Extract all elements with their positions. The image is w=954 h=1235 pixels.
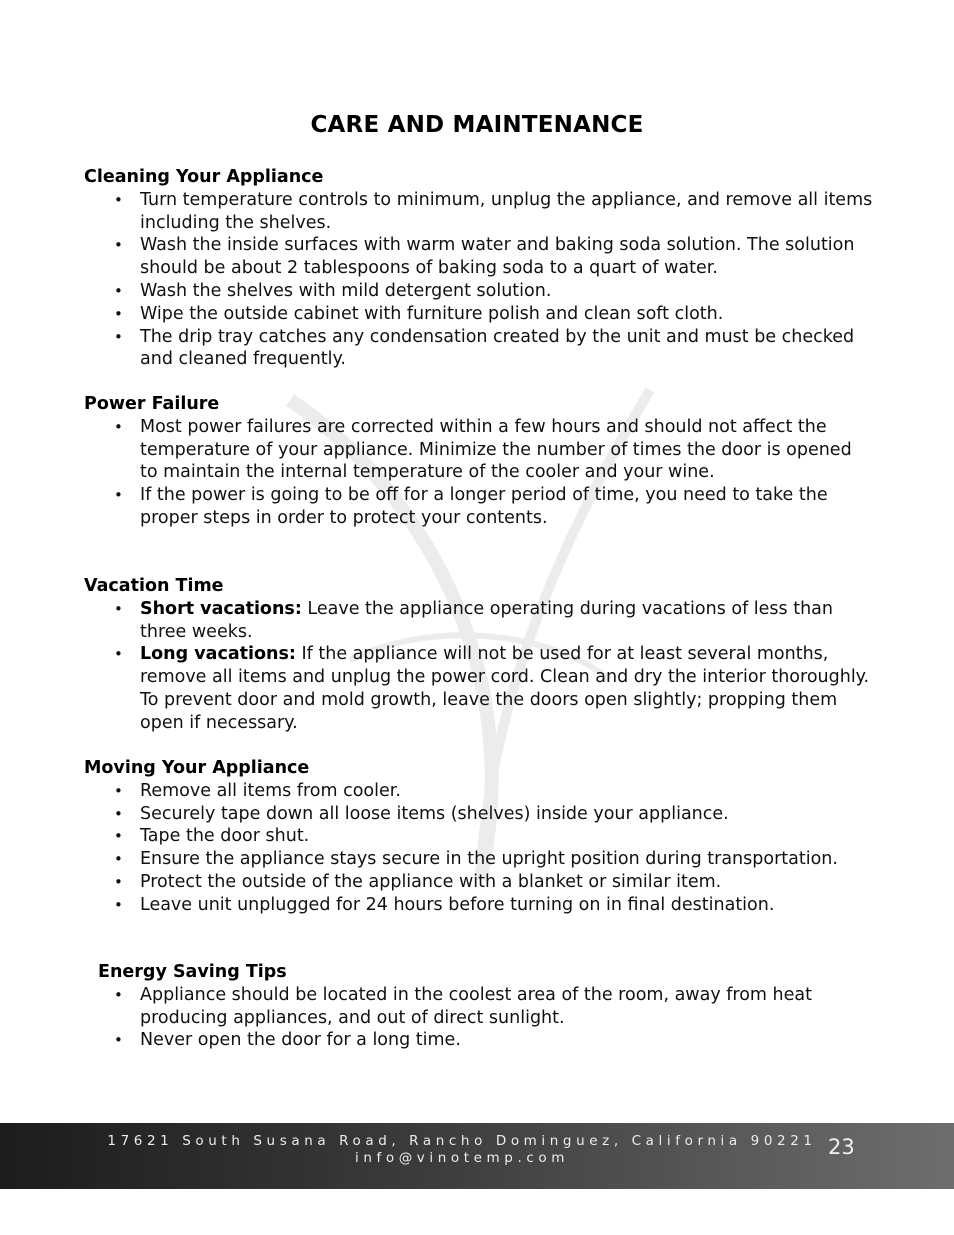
section-moving-your-appliance <box>84 757 874 917</box>
bullet-item <box>84 1029 874 1052</box>
section-heading: Energy Saving Tips <box>98 962 287 982</box>
section-vacation-time <box>84 575 874 735</box>
bullet-text: If the power is going to be off for a longer period of time, you need to take the proper steps in order to protect your contents. <box>140 485 828 528</box>
bullet-text: Wash the shelves with mild detergent solution. <box>140 280 552 301</box>
footer-bar <box>0 1123 954 1189</box>
section-heading: Moving Your Appliance <box>84 758 310 778</box>
bullet-dot-icon: • <box>114 281 123 300</box>
bullet-text: Securely tape down all loose items (shelves) inside your appliance. <box>140 803 729 824</box>
bullet-text: Wash the inside surfaces with warm water and baking soda solution. The solution should be about 2 tablespoons of baking soda to a quart of water. <box>140 235 855 279</box>
bullet-dot-icon: • <box>114 850 123 869</box>
bullet-item <box>84 871 874 894</box>
bullet-list <box>84 598 874 735</box>
bullet-item <box>84 234 874 280</box>
bullet-list <box>84 780 874 917</box>
bullet-text: Ensure the appliance stays secure in the upright position during transportation. <box>140 849 838 870</box>
section-energy-saving-tips <box>84 961 874 1052</box>
bullet-dot-icon: • <box>114 486 123 505</box>
bullet-item <box>84 484 874 530</box>
bullet-item <box>84 416 874 484</box>
footer-email: info@vinotemp.com <box>354 1150 570 1166</box>
bullet-text: Remove all items from cooler. <box>140 780 401 801</box>
section-power-failure <box>84 393 874 530</box>
bullet-text: Most power failures are corrected within a few hours and should not affect the temperature of your appliance. Minimize the number of times the door is opened to maintain the internal temperature of the cooler and your wine. <box>140 416 852 483</box>
bullet-dot-icon: • <box>114 304 123 323</box>
bullet-text: If the appliance will not be used for at least several months, remove all items and unplug the power cord. Clean and dry the interior thoroughly. To prevent door and mold growth, leave the doors open slightly; propping them open if necessary. <box>140 644 870 733</box>
bullet-text: Turn temperature controls to minimum, unplug the appliance, and remove all items including the shelves. <box>140 189 873 233</box>
bullet-item <box>84 780 874 803</box>
footer-address: 17621 South Susana Road, Rancho Dominguez, California 90221 <box>107 1133 817 1149</box>
bullet-list <box>84 416 874 530</box>
bullet-dot-icon: • <box>114 781 123 800</box>
bullet-dot-icon: • <box>114 645 123 664</box>
bullet-dot-icon: • <box>114 236 123 255</box>
section-heading: Vacation Time <box>84 576 224 596</box>
bullet-list <box>84 189 874 371</box>
section-heading: Cleaning Your Appliance <box>84 167 324 187</box>
bullet-dot-icon: • <box>114 190 123 209</box>
bullet-dot-icon: • <box>114 417 123 436</box>
bullet-dot-icon: • <box>114 804 123 823</box>
bullet-item <box>84 894 874 917</box>
bullet-dot-icon: • <box>114 872 123 891</box>
bullet-dot-icon: • <box>114 827 123 846</box>
bullet-text: Wipe the outside cabinet with furniture polish and clean soft cloth. <box>140 303 724 324</box>
bullet-item <box>84 803 874 826</box>
bullet-dot-icon: • <box>114 985 123 1004</box>
page-number: 23 <box>828 1135 855 1159</box>
bullet-item <box>84 280 874 303</box>
bullet-dot-icon: • <box>114 1031 123 1050</box>
bullet-dot-icon: • <box>114 327 123 346</box>
bullet-item <box>84 189 874 235</box>
bullet-text: Leave the appliance operating during vacations of less than three weeks. <box>140 598 833 642</box>
page-title: CARE AND MAINTENANCE <box>310 112 644 138</box>
bullet-lead: Long vacations: <box>140 644 296 665</box>
bullet-text: Tape the door shut. <box>140 826 310 847</box>
bullet-item <box>84 303 874 326</box>
bullet-text: Leave unit unplugged for 24 hours before turning on in final destination. <box>140 894 775 915</box>
section-cleaning-your-appliance <box>84 166 874 371</box>
section-heading: Power Failure <box>84 394 220 414</box>
bullet-item <box>84 598 874 644</box>
bullet-text: Protect the outside of the appliance with a blanket or similar item. <box>140 871 722 892</box>
bullet-item <box>84 848 874 871</box>
bullet-dot-icon: • <box>114 895 123 914</box>
bullet-item <box>84 984 874 1030</box>
bullet-item <box>84 643 874 734</box>
bullet-text: The drip tray catches any condensation created by the unit and must be checked and cleaned frequently. <box>140 326 855 370</box>
bullet-item <box>84 825 874 848</box>
bullet-lead: Short vacations: <box>140 598 302 619</box>
bullet-text: Appliance should be located in the coolest area of the room, away from heat producing appliances, and out of direct sunlight. <box>140 984 812 1028</box>
bullet-item <box>84 326 874 372</box>
bullet-text: Never open the door for a long time. <box>140 1030 461 1051</box>
bullet-dot-icon: • <box>114 599 123 618</box>
bullet-list <box>84 984 874 1052</box>
